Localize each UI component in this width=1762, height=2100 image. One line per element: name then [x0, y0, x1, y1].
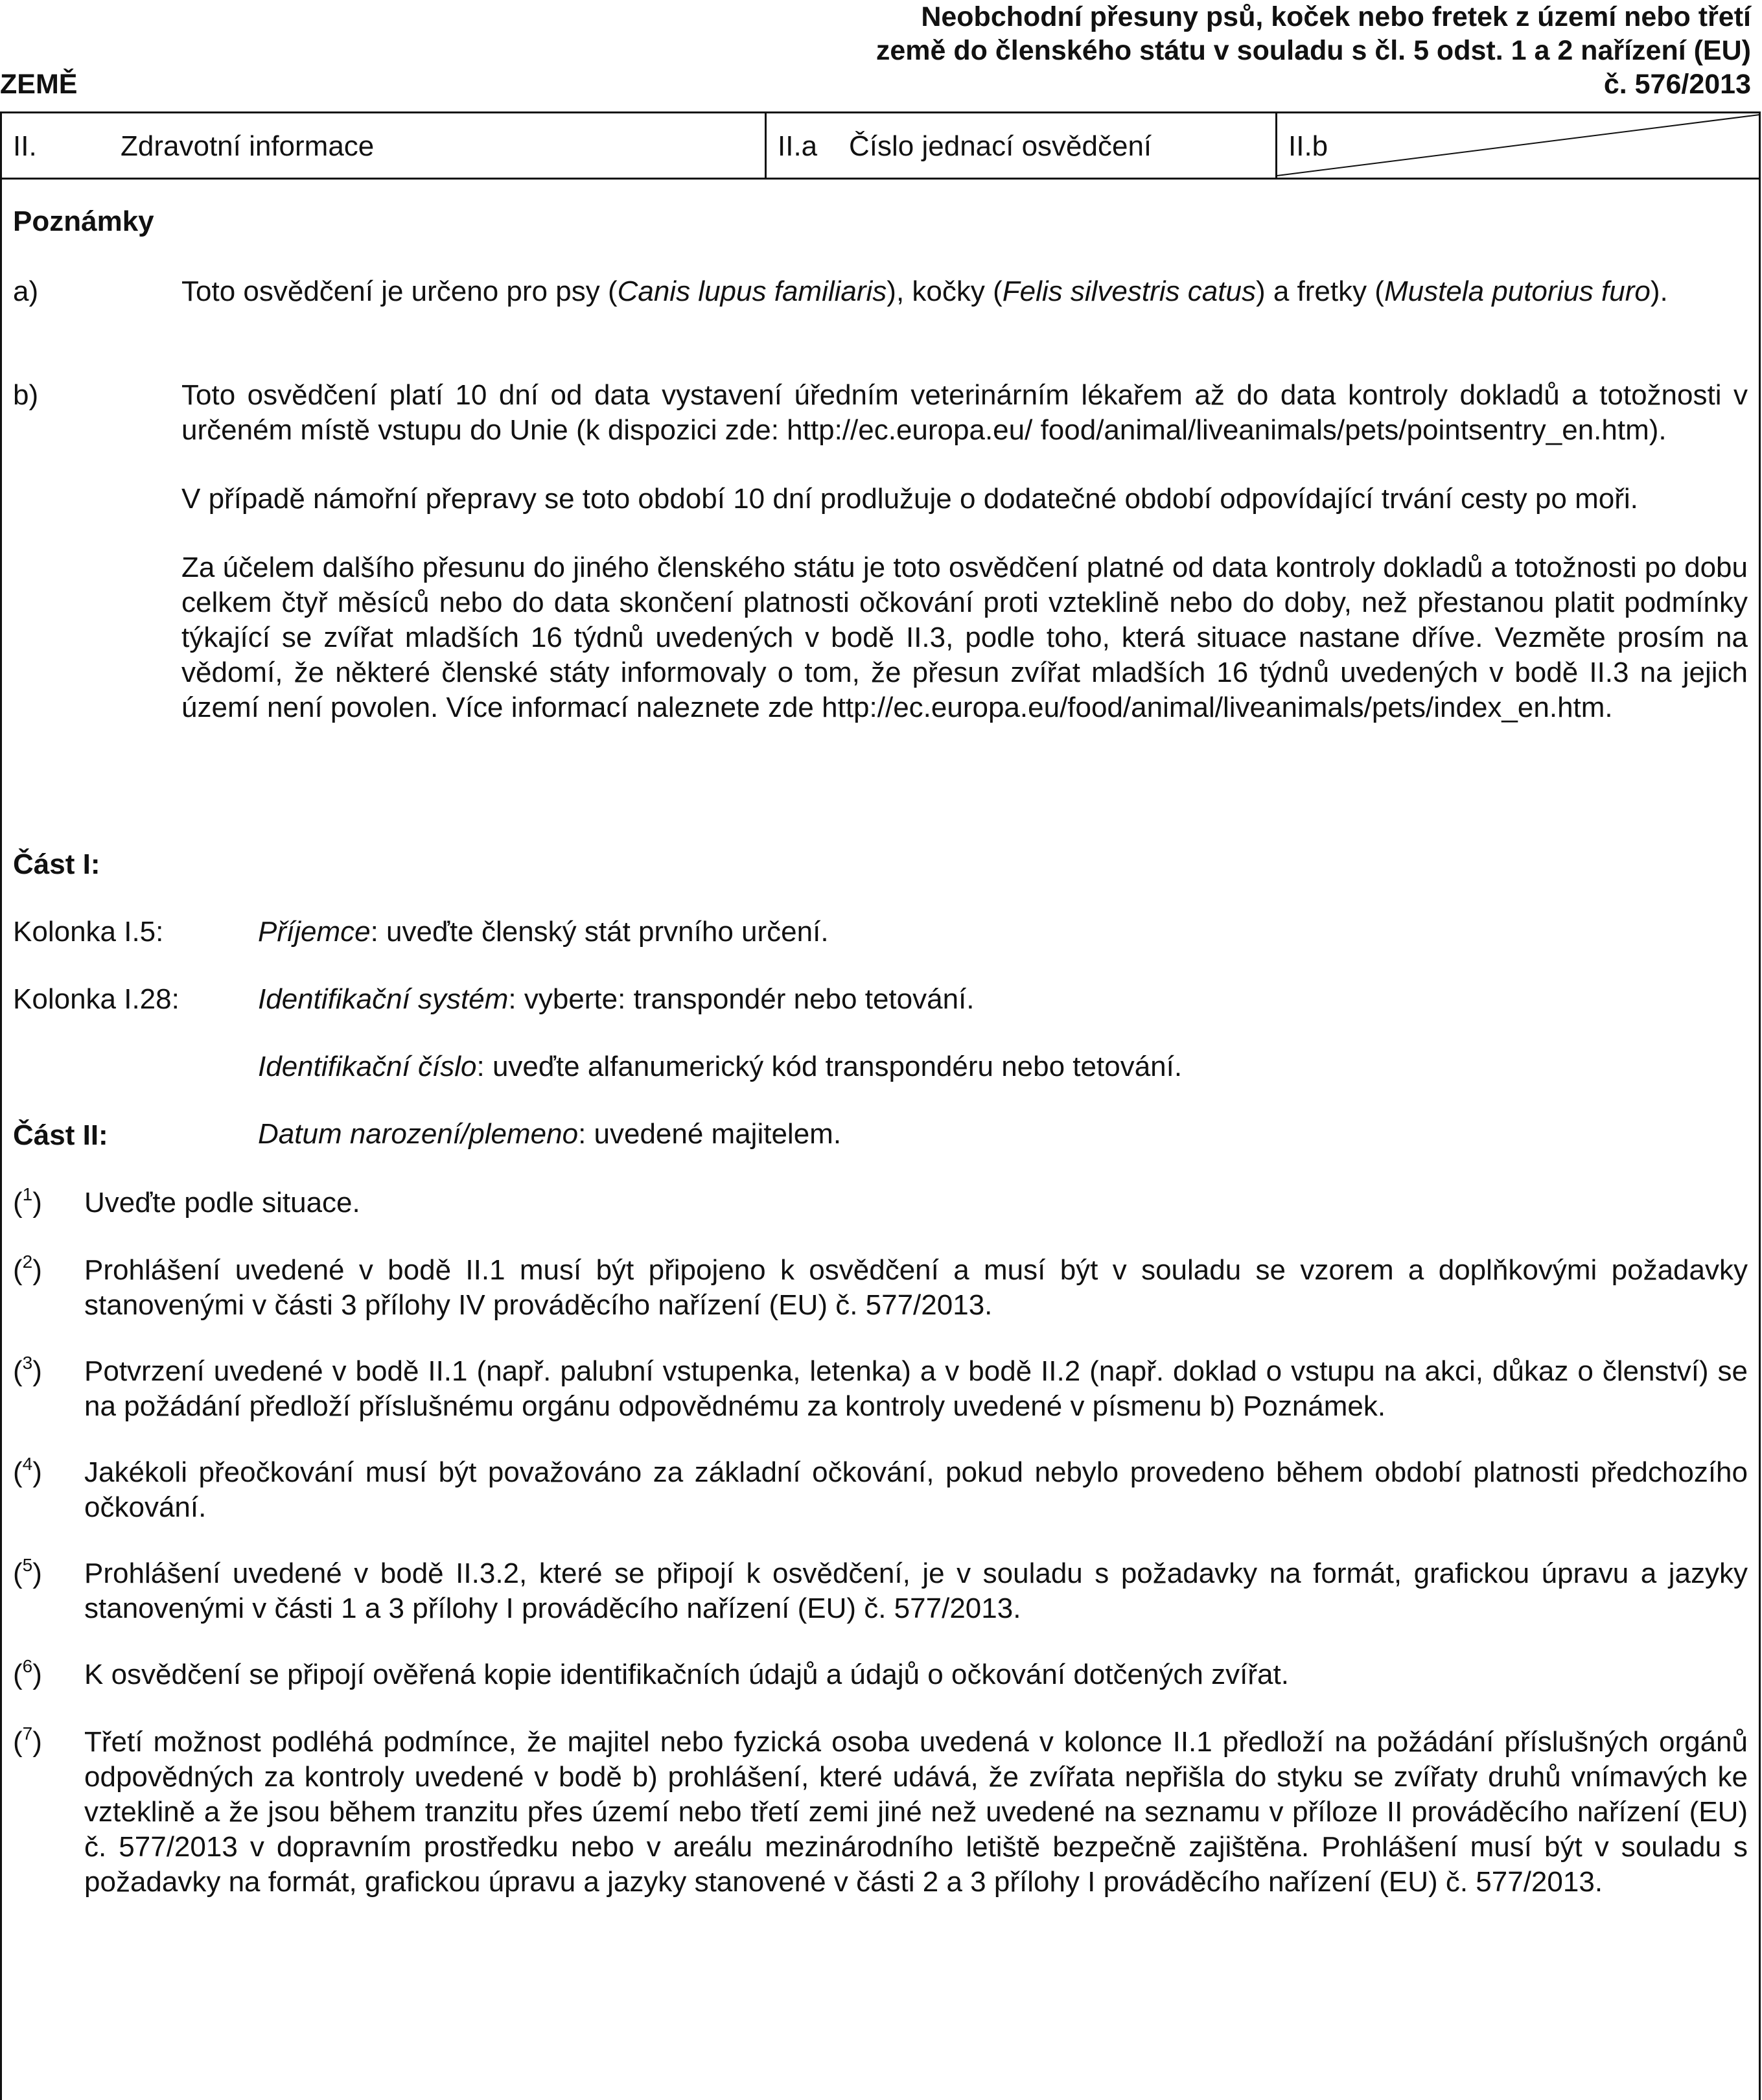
footnote-5 — [13, 1556, 1748, 1626]
title-block — [876, 0, 1751, 101]
title-line-2: země do členského státu v souladu s čl. 5 odst. 1 a 2 nařízení (EU) — [875, 35, 1751, 66]
reference-label: Číslo jednací osvědčení — [849, 130, 1152, 162]
page-code: II.b — [1288, 130, 1328, 162]
footnote-1 — [13, 1185, 1748, 1220]
footnote-marker: ($^2$) — [13, 1252, 42, 1286]
footnote-marker: ($^4$) — [13, 1454, 42, 1488]
footnote-marker: ($^7$) — [13, 1723, 42, 1758]
note-a-label: a) — [13, 275, 39, 307]
box-i28-desc: : uveďte alfanumerický kód transpondéru nebo tetování. — [476, 1051, 1183, 1082]
footnote-text: Jakékoli přeočkování musí být považováno za základní očkování, pokud nebylo provedeno během období platnosti předchozího očkování. — [84, 1456, 1748, 1523]
box-i28-term: Identifikační systém — [258, 983, 509, 1015]
box-i28-desc: : vyberte: transpondér nebo tetování. — [508, 983, 975, 1015]
box-i28-label: Kolonka I.28: — [13, 983, 180, 1015]
box-i28 — [13, 982, 1748, 1152]
box-i5 — [13, 915, 1748, 950]
box-i28-term: Identifikační číslo — [258, 1051, 477, 1082]
footnote-number: 1 — [22, 1184, 33, 1205]
species-cat: Felis silvestris catus — [1002, 275, 1256, 307]
footnote-marker: ($^3$) — [13, 1353, 42, 1387]
section-header-row — [2, 113, 1759, 180]
footnote-text: Potvrzení uvedené v bodě II.1 (např. palubní vstupenka, letenka) a v bodě II.2 (např. doklad o vstupu na akci, důkaz o členství) se na požádání předloží příslušnému orgánu odpovědnému za kontroly uvedené v písmenu b) Poznámek. — [84, 1355, 1748, 1422]
notes-heading: Poznámky — [13, 205, 154, 237]
box-i5-text — [258, 915, 1748, 950]
note-b-paragraph-1: Toto osvědčení platí 10 dní od data vystavení úředním veterinárním lékařem až do data kontroly dokladů a totožnosti v určeném místě vstupu do Unie (k dispozici zde: http://ec.europa.eu/ food/animal/liveanimals/pets/pointsentry_en.htm). — [181, 379, 1748, 446]
box-i28-term: Datum narození/plemeno — [258, 1118, 579, 1150]
box-i28-desc: : uvedené majitelem. — [578, 1118, 842, 1150]
title-line-1: Neobchodní přesuny psů, koček nebo fretek z území nebo třetí — [921, 1, 1751, 32]
footnote-marker: ($^5$) — [13, 1555, 42, 1589]
note-b-paragraph-3: Za účelem dalšího přesunu do jiného členského státu je toto osvědčení platné od data kontroly dokladů a totožnosti po dobu celkem čtyř měsíců nebo do data skončení platnosti očkování proti vzteklině nebo do doby, než přestanou platit podmínky týkající se zvířat mladších 16 týdnů uvedených v bodě II.3, podle toho, která situace nastane dříve. Vezměte prosím na vědomí, že některé členské státy informovaly o tom, že přesun zvířat mladších 16 týdnů uvedených v bodě II.3 na jejich území není povolen. Více informací naleznete zde http://ec.europa.eu/food/animal/liveanimals/pets/index_en.htm. — [181, 552, 1748, 723]
reference-code: II.a — [778, 130, 818, 162]
note-a-text-part: ) a fretky ( — [1255, 275, 1384, 307]
box-i28-line-1 — [258, 982, 1748, 1017]
footnote-number: 2 — [22, 1252, 33, 1272]
part-1-heading: Část I: — [13, 848, 100, 880]
note-b — [13, 378, 1748, 725]
diagonal-strike-line — [2, 113, 1761, 180]
note-a-text-part: ). — [1650, 275, 1668, 307]
country-label: ZEMĚ — [0, 69, 78, 100]
footnote-number: 7 — [22, 1723, 33, 1744]
species-dog: Canis lupus familiaris — [617, 275, 887, 307]
footnote-number: 4 — [22, 1454, 33, 1475]
species-ferret: Mustela putorius furo — [1384, 275, 1651, 307]
box-i28-line-3 — [258, 1117, 1748, 1152]
footnote-3 — [13, 1354, 1748, 1424]
footnote-number: 5 — [22, 1555, 33, 1576]
footnote-4 — [13, 1455, 1748, 1525]
document-title — [0, 0, 1751, 104]
footnote-2 — [13, 1253, 1748, 1323]
box-i5-desc: : uveďte členský stát prvního určení. — [370, 916, 829, 948]
footnote-text: Prohlášení uvedené v bodě II.3.2, které se připojí k osvědčení, je v souladu s požadavky na formát, grafickou úpravu a jazyky stanovenými v části 1 a 3 přílohy I prováděcího nařízení (EU) č. 577/2013. — [84, 1558, 1748, 1624]
footnote-6 — [13, 1657, 1748, 1692]
footnote-text: Uveďte podle situace. — [84, 1187, 360, 1219]
footnote-7 — [13, 1725, 1748, 1900]
footnote-text: Prohlášení uvedené v bodě II.1 musí být připojeno k osvědčení a musí být v souladu se vzorem a doplňkovými požadavky stanovenými v části 3 přílohy IV prováděcího nařízení (EU) č. 577/2013. — [84, 1254, 1748, 1321]
part-2-heading: Část II: — [13, 1119, 108, 1151]
footnote-marker: ($^1$) — [13, 1184, 42, 1219]
certificate-frame — [0, 111, 1761, 2100]
note-a-text-part: Toto osvědčení je určeno pro psy ( — [181, 275, 618, 307]
footnote-text: Třetí možnost podléhá podmínce, že majitel nebo fyzická osoba uvedená v kolonce II.1 předloží na požádání příslušných orgánů odpovědných za kontroly uvedené v bodě b) prohlášení, které udává, že zvířata nepřišla do styku se zvířaty druhů vnímavých ke vzteklině a že jsou během tranzitu přes území nebo třetí zemi jiné než uvedené na seznamu v příloze II prováděcího nařízení (EU) č. 577/2013 v dopravním prostředku nebo v areálu mezinárodního letiště bezpečně zajištěna. Prohlášení musí být v souladu s požadavky na formát, grafickou úpravu a jazyky stanovené v části 2 a 3 přílohy I prováděcího nařízení (EU) č. 577/2013. — [84, 1726, 1748, 1898]
box-i5-term: Příjemce — [258, 916, 371, 948]
footnote-marker: ($^6$) — [13, 1656, 42, 1690]
note-a-text-part: ), kočky ( — [887, 275, 1003, 307]
footnote-number: 6 — [22, 1656, 33, 1677]
note-b-paragraph-2: V případě námořní přepravy se toto období 10 dní prodlužuje o dodatečné období odpovídající trvání cesty po moři. — [181, 483, 1638, 515]
note-a-text — [181, 274, 1748, 309]
note-b-label: b) — [13, 379, 39, 411]
box-i5-label: Kolonka I.5: — [13, 916, 164, 948]
box-i28-line-2 — [258, 1049, 1748, 1084]
footnote-text: K osvědčení se připojí ověřená kopie identifikačních údajů a údajů o očkování dotčených zvířat. — [84, 1659, 1289, 1690]
note-a — [13, 274, 1748, 309]
section-title: Zdravotní informace — [121, 130, 375, 162]
section-number: II. — [13, 130, 37, 162]
title-line-3: č. 576/2013 — [1603, 69, 1751, 100]
footnote-number: 3 — [22, 1353, 33, 1373]
